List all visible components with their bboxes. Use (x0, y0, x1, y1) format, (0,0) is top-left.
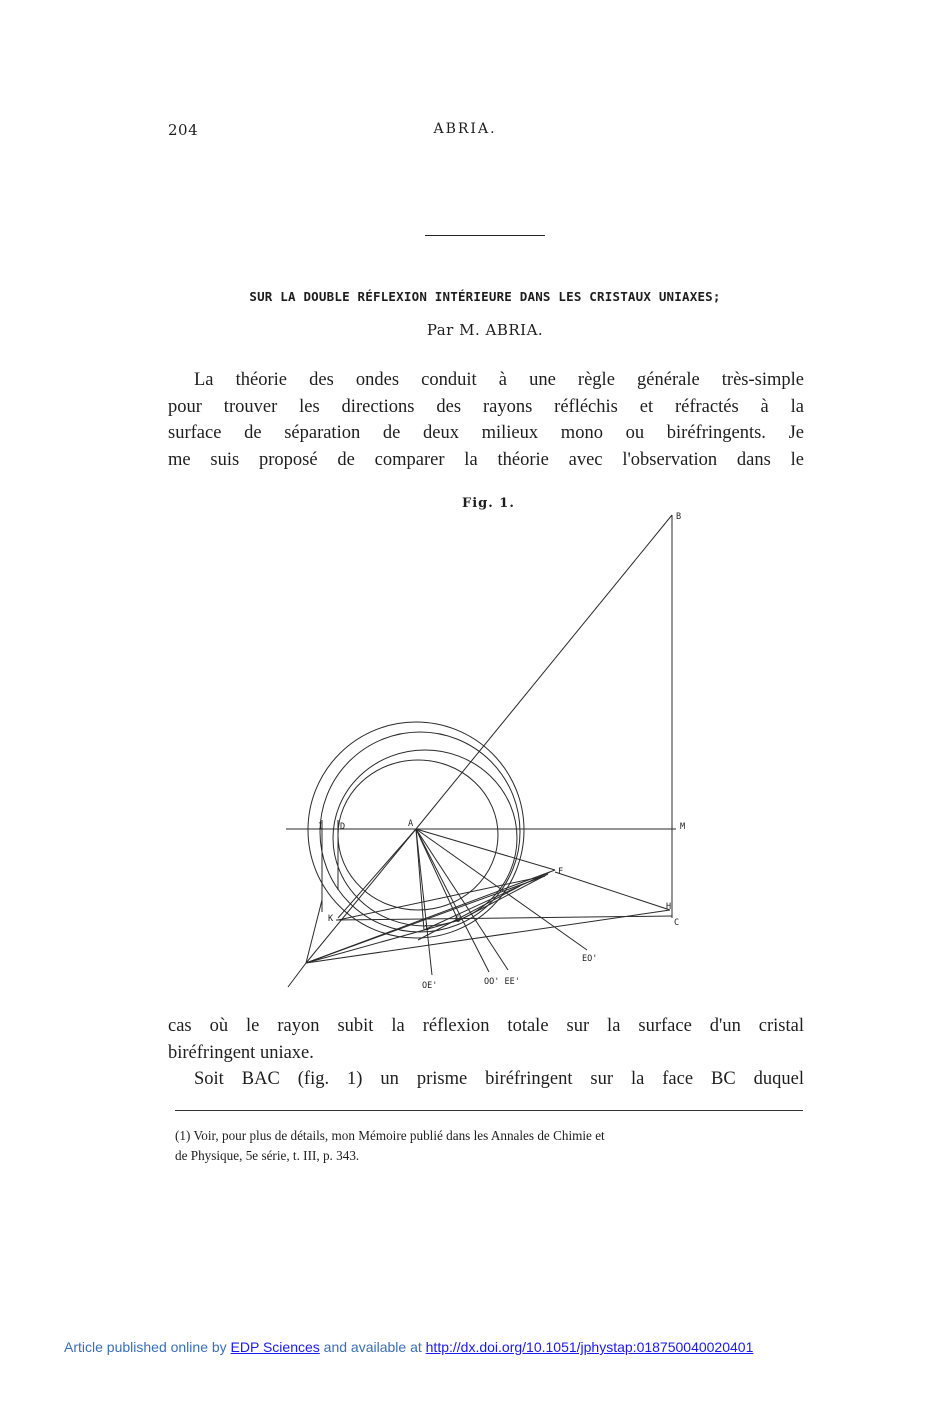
label-B: B (676, 512, 682, 522)
label-K: K (328, 914, 334, 924)
publisher-bar (64, 1339, 753, 1355)
label-EO: EO' (582, 954, 598, 964)
line-vertex-G (306, 920, 460, 963)
article-byline: Par M. ABRIA. (426, 321, 544, 339)
footnote-rule (175, 1110, 803, 1111)
figure-caption: Fig. 1. (462, 496, 515, 511)
article-title: SUR LA DOUBLE RÉFLEXION INTÉRIEURE DANS LES CRISTAUX UNIAXES; (249, 289, 721, 304)
text-line: cas où le rayon subit la réflexion totale sur la surface d'un cristal (168, 1016, 804, 1036)
prism-reflection-diagram (270, 500, 710, 1000)
label-D: D (340, 822, 346, 832)
text-line: La théorie des ondes conduit à une règle générale très-simple (194, 370, 804, 390)
label-I: I (318, 822, 324, 832)
label-F: F (558, 867, 564, 877)
text-line: biréfringent uniaxe. (168, 1042, 314, 1063)
label-i: i (424, 923, 430, 933)
footnote-text-2: de Physique, 5e série, t. III, p. 343. (175, 1148, 360, 1163)
text-line: me suis proposé de comparer la théorie avec l'observation dans le (168, 449, 804, 470)
line-vertex-tail (288, 963, 306, 987)
doi-link[interactable]: http://dx.doi.org/10.1051/jphystap:018750040020401 (425, 1339, 754, 1355)
wave-surface-inner-ellipse (338, 760, 498, 910)
publisher-middle: and available at (323, 1339, 422, 1355)
ray-A-F (416, 829, 555, 870)
label-G: G (455, 915, 461, 925)
footnote-line (175, 1146, 807, 1166)
footnote-line (175, 1126, 807, 1146)
publisher-link[interactable]: EDP Sciences (230, 1339, 320, 1355)
ornamental-rule (425, 235, 545, 236)
label-A: A (408, 819, 414, 829)
footnote (175, 1126, 807, 1166)
text-line: surface de séparation de deux milieux mono ou biréfringents. Je (168, 423, 804, 444)
footnote-text-1: Voir, pour plus de détails, mon Mémoire publié dans les Annales de Chimie et (193, 1128, 605, 1143)
label-H: H (666, 902, 672, 912)
paragraph-continuation (168, 1013, 804, 1093)
paragraph-intro (168, 367, 804, 473)
line-F-H (555, 872, 670, 910)
label-M: M (680, 822, 686, 832)
footnote-marker: (1) (175, 1128, 191, 1143)
prism-face-AB (416, 515, 672, 829)
label-OE: OE' (422, 981, 438, 991)
label-C: C (674, 918, 680, 928)
publisher-prefix: Article published online by (64, 1339, 227, 1355)
text-line: pour trouver les directions des rayons réfléchis et réfractés à la (168, 396, 804, 417)
running-head: ABRIA. (433, 121, 497, 137)
label-OO-EE: OO' EE' (484, 977, 520, 987)
page-number: 204 (168, 121, 199, 139)
text-line: Soit BAC (fig. 1) un prisme biréfringent sur la face BC duquel (194, 1069, 804, 1090)
